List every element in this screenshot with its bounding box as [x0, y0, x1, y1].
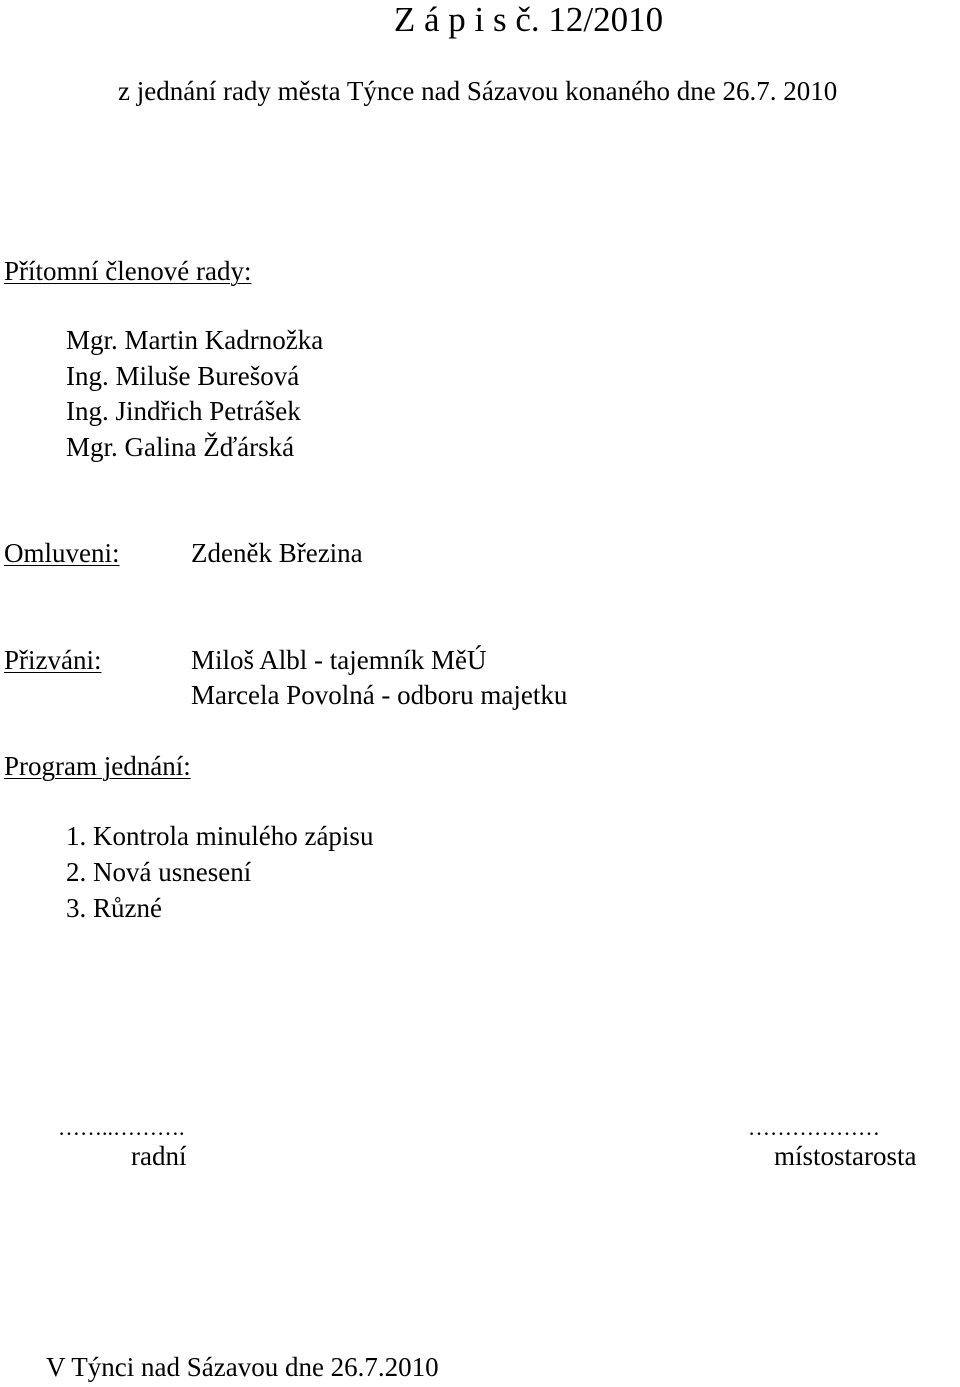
present-member: Mgr. Martin Kadrnožka [66, 325, 324, 355]
excused-name: Zdeněk Březina [191, 538, 363, 568]
place-and-date: V Týnci nad Sázavou dne 26.7.2010 [46, 1352, 439, 1382]
signature-role-right: místostarosta [774, 1141, 917, 1171]
document-title: Z á p i s č. 12/2010 [393, 0, 664, 39]
invited-name: Marcela Povolná - odboru majetku [191, 680, 568, 710]
agenda-item: 1. Kontrola minulého zápisu [66, 821, 374, 851]
invited-label: Přizváni: [4, 645, 102, 675]
document-subtitle: z jednání rady města Týnce nad Sázavou konaného dne 26.7. 2010 [118, 76, 838, 106]
present-member: Ing. Jindřich Petrášek [66, 396, 301, 426]
signature-role-left: radní [131, 1141, 187, 1171]
agenda-item: 2. Nová usnesení [66, 857, 252, 887]
signature-line-right: ……………… [748, 1115, 880, 1140]
signature-line-left: ……..………. [58, 1115, 185, 1140]
present-member: Mgr. Galina Žďárská [66, 432, 295, 462]
invited-name: Miloš Albl - tajemník MěÚ [191, 645, 487, 675]
agenda-label: Program jednání: [4, 751, 191, 781]
agenda-item: 3. Různé [66, 893, 162, 923]
present-member: Ing. Miluše Burešová [66, 361, 300, 391]
excused-label: Omluveni: [4, 538, 120, 568]
present-members-label: Přítomní členové rady: [4, 256, 252, 286]
